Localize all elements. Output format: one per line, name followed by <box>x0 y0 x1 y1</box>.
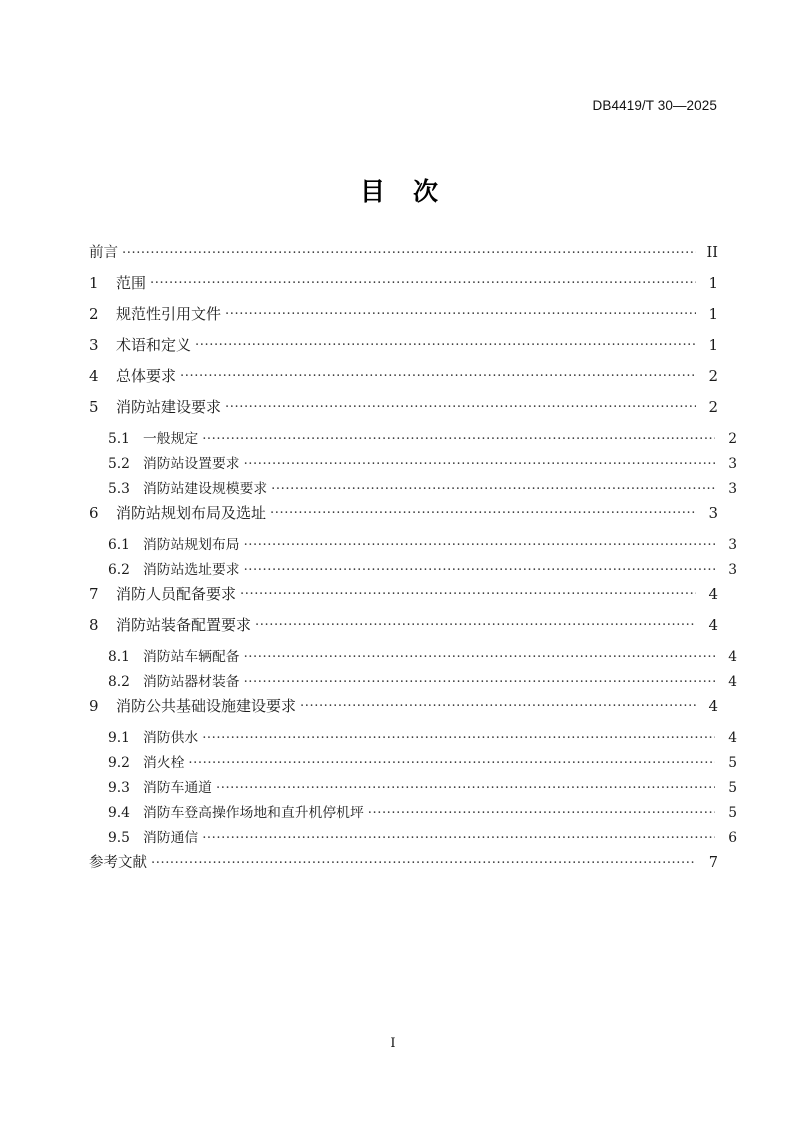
toc-entry[interactable] <box>89 477 737 502</box>
toc-entry-label: 一般规定 <box>143 431 199 447</box>
toc-entry-number: 9.2 <box>108 755 130 771</box>
toc-entry[interactable] <box>89 365 718 396</box>
toc-entry-page-number: 1 <box>708 305 718 323</box>
toc-dot-leader <box>202 429 715 443</box>
toc-entry-number: 5.2 <box>108 456 130 472</box>
toc-entry[interactable] <box>89 241 718 272</box>
toc-dot-leader <box>180 366 696 381</box>
toc-entry-number: 7 <box>89 585 99 603</box>
toc-entry-label: 消防站选址要求 <box>143 562 240 578</box>
toc-dot-leader <box>225 304 696 319</box>
toc-entry-page-number: 4 <box>728 730 737 746</box>
toc-entry-label: 参考文献 <box>89 855 147 871</box>
toc-entry-label: 总体要求 <box>116 367 177 385</box>
toc-entry[interactable] <box>89 334 718 365</box>
toc-dot-leader <box>216 778 715 792</box>
toc-entry-page-number: 5 <box>728 755 737 771</box>
toc-dot-leader <box>150 273 696 288</box>
toc-entry[interactable] <box>89 396 718 427</box>
toc-entry-number: 9 <box>89 697 99 715</box>
toc-dot-leader <box>122 243 696 258</box>
toc-dot-leader <box>225 397 696 412</box>
toc-entry[interactable] <box>89 558 737 583</box>
toc-entry-number: 5.3 <box>108 481 130 497</box>
toc-entry-number: 8 <box>89 616 99 634</box>
toc-entry-label: 消防站规划布局及选址 <box>116 504 267 522</box>
toc-entry-page-number: 3 <box>728 481 737 497</box>
toc-dot-leader <box>195 335 696 350</box>
toc-entry-number: 5 <box>89 398 99 416</box>
page-title-char-1: 目 <box>359 177 387 206</box>
toc-entry-page-number: II <box>706 245 718 261</box>
toc-entry[interactable] <box>89 670 737 695</box>
toc-dot-leader <box>255 615 696 630</box>
toc-entry-page-number: 6 <box>728 830 737 846</box>
toc-entry-page-number: 7 <box>708 855 718 871</box>
toc-entry-number: 8.1 <box>108 649 130 665</box>
toc-entry-number: 8.2 <box>108 674 130 690</box>
toc-dot-leader <box>244 535 715 549</box>
toc-entry[interactable] <box>89 776 737 801</box>
toc-entry-page-number: 1 <box>708 336 718 354</box>
toc-entry-number: 9.4 <box>108 805 130 821</box>
toc-entry-number: 9.5 <box>108 830 130 846</box>
toc-entry[interactable] <box>89 427 737 452</box>
toc-entry-label: 规范性引用文件 <box>116 305 222 323</box>
toc-dot-leader <box>300 696 696 711</box>
toc-entry-page-number: 5 <box>728 805 737 821</box>
toc-entry-label: 消防通信 <box>143 830 199 846</box>
toc-entry[interactable] <box>89 452 737 477</box>
toc-dot-leader <box>188 753 715 767</box>
toc-entry-label: 消防站规划布局 <box>143 537 240 553</box>
page-title <box>0 172 800 208</box>
toc-dot-leader <box>244 560 715 574</box>
toc-entry-label: 前言 <box>89 245 118 261</box>
toc-entry-label: 消防车登高操作场地和直升机停机坪 <box>143 805 364 821</box>
toc-dot-leader <box>244 672 715 686</box>
toc-entry-page-number: 3 <box>728 456 737 472</box>
table-of-contents <box>89 241 737 882</box>
toc-entry[interactable] <box>89 751 737 776</box>
toc-entry-label: 消防供水 <box>143 730 199 746</box>
toc-entry[interactable] <box>89 583 718 614</box>
toc-entry-page-number: 3 <box>708 504 718 522</box>
toc-entry-label: 消防站设置要求 <box>143 456 240 472</box>
toc-entry[interactable] <box>89 695 718 726</box>
toc-entry[interactable] <box>89 272 718 303</box>
toc-entry[interactable] <box>89 851 718 882</box>
toc-entry-number: 5.1 <box>108 431 130 447</box>
toc-entry-page-number: 4 <box>708 585 718 603</box>
toc-entry[interactable] <box>89 502 718 533</box>
toc-entry-page-number: 3 <box>728 537 737 553</box>
footer-page-number: I <box>390 1036 396 1051</box>
toc-dot-leader <box>244 647 715 661</box>
toc-entry-number: 2 <box>89 305 99 323</box>
toc-dot-leader <box>240 584 696 599</box>
toc-entry-page-number: 5 <box>728 780 737 796</box>
toc-entry-page-number: 2 <box>708 367 718 385</box>
toc-entry-number: 6 <box>89 504 99 522</box>
toc-entry-label: 消防人员配备要求 <box>116 585 237 603</box>
toc-entry-number: 1 <box>89 274 99 292</box>
toc-entry-number: 3 <box>89 336 99 354</box>
toc-entry-label: 消防站建设要求 <box>116 398 222 416</box>
toc-entry-number: 9.3 <box>108 780 130 796</box>
toc-entry-label: 消火栓 <box>143 755 185 771</box>
toc-entry[interactable] <box>89 614 718 645</box>
toc-entry-number: 9.1 <box>108 730 130 746</box>
toc-entry-label: 术语和定义 <box>116 336 192 354</box>
toc-dot-leader <box>244 454 715 468</box>
toc-entry-label: 消防公共基础设施建设要求 <box>116 697 297 715</box>
toc-entry[interactable] <box>89 645 737 670</box>
toc-entry-label: 范围 <box>116 274 147 292</box>
toc-entry[interactable] <box>89 826 737 851</box>
toc-dot-leader <box>202 828 715 842</box>
toc-entry-number: 6.1 <box>108 537 130 553</box>
toc-entry[interactable] <box>89 303 718 334</box>
toc-entry-page-number: 4 <box>708 616 718 634</box>
toc-entry[interactable] <box>89 726 737 751</box>
toc-dot-leader <box>151 853 696 868</box>
toc-entry-label: 消防站建设规模要求 <box>143 481 268 497</box>
toc-entry[interactable] <box>89 801 737 826</box>
toc-dot-leader <box>270 503 696 518</box>
toc-entry-page-number: 2 <box>728 431 737 447</box>
toc-entry-page-number: 4 <box>708 697 718 715</box>
page-title-char-2: 次 <box>413 177 441 206</box>
toc-dot-leader <box>368 803 715 817</box>
toc-entry-number: 4 <box>89 367 99 385</box>
toc-entry-page-number: 4 <box>728 649 737 665</box>
toc-entry-label: 消防站车辆配备 <box>143 649 240 665</box>
toc-entry-page-number: 3 <box>728 562 737 578</box>
toc-dot-leader <box>271 479 715 493</box>
toc-dot-leader <box>202 728 715 742</box>
toc-entry-page-number: 4 <box>728 674 737 690</box>
toc-entry[interactable] <box>89 533 737 558</box>
toc-entry-number: 6.2 <box>108 562 130 578</box>
toc-entry-label: 消防车通道 <box>143 780 212 796</box>
document-header-standard-number: DB4419/T 30—2025 <box>592 98 717 113</box>
toc-entry-label: 消防站装备配置要求 <box>116 616 252 634</box>
toc-entry-page-number: 1 <box>708 274 718 292</box>
toc-entry-label: 消防站器材装备 <box>143 674 240 690</box>
toc-entry-page-number: 2 <box>708 398 718 416</box>
